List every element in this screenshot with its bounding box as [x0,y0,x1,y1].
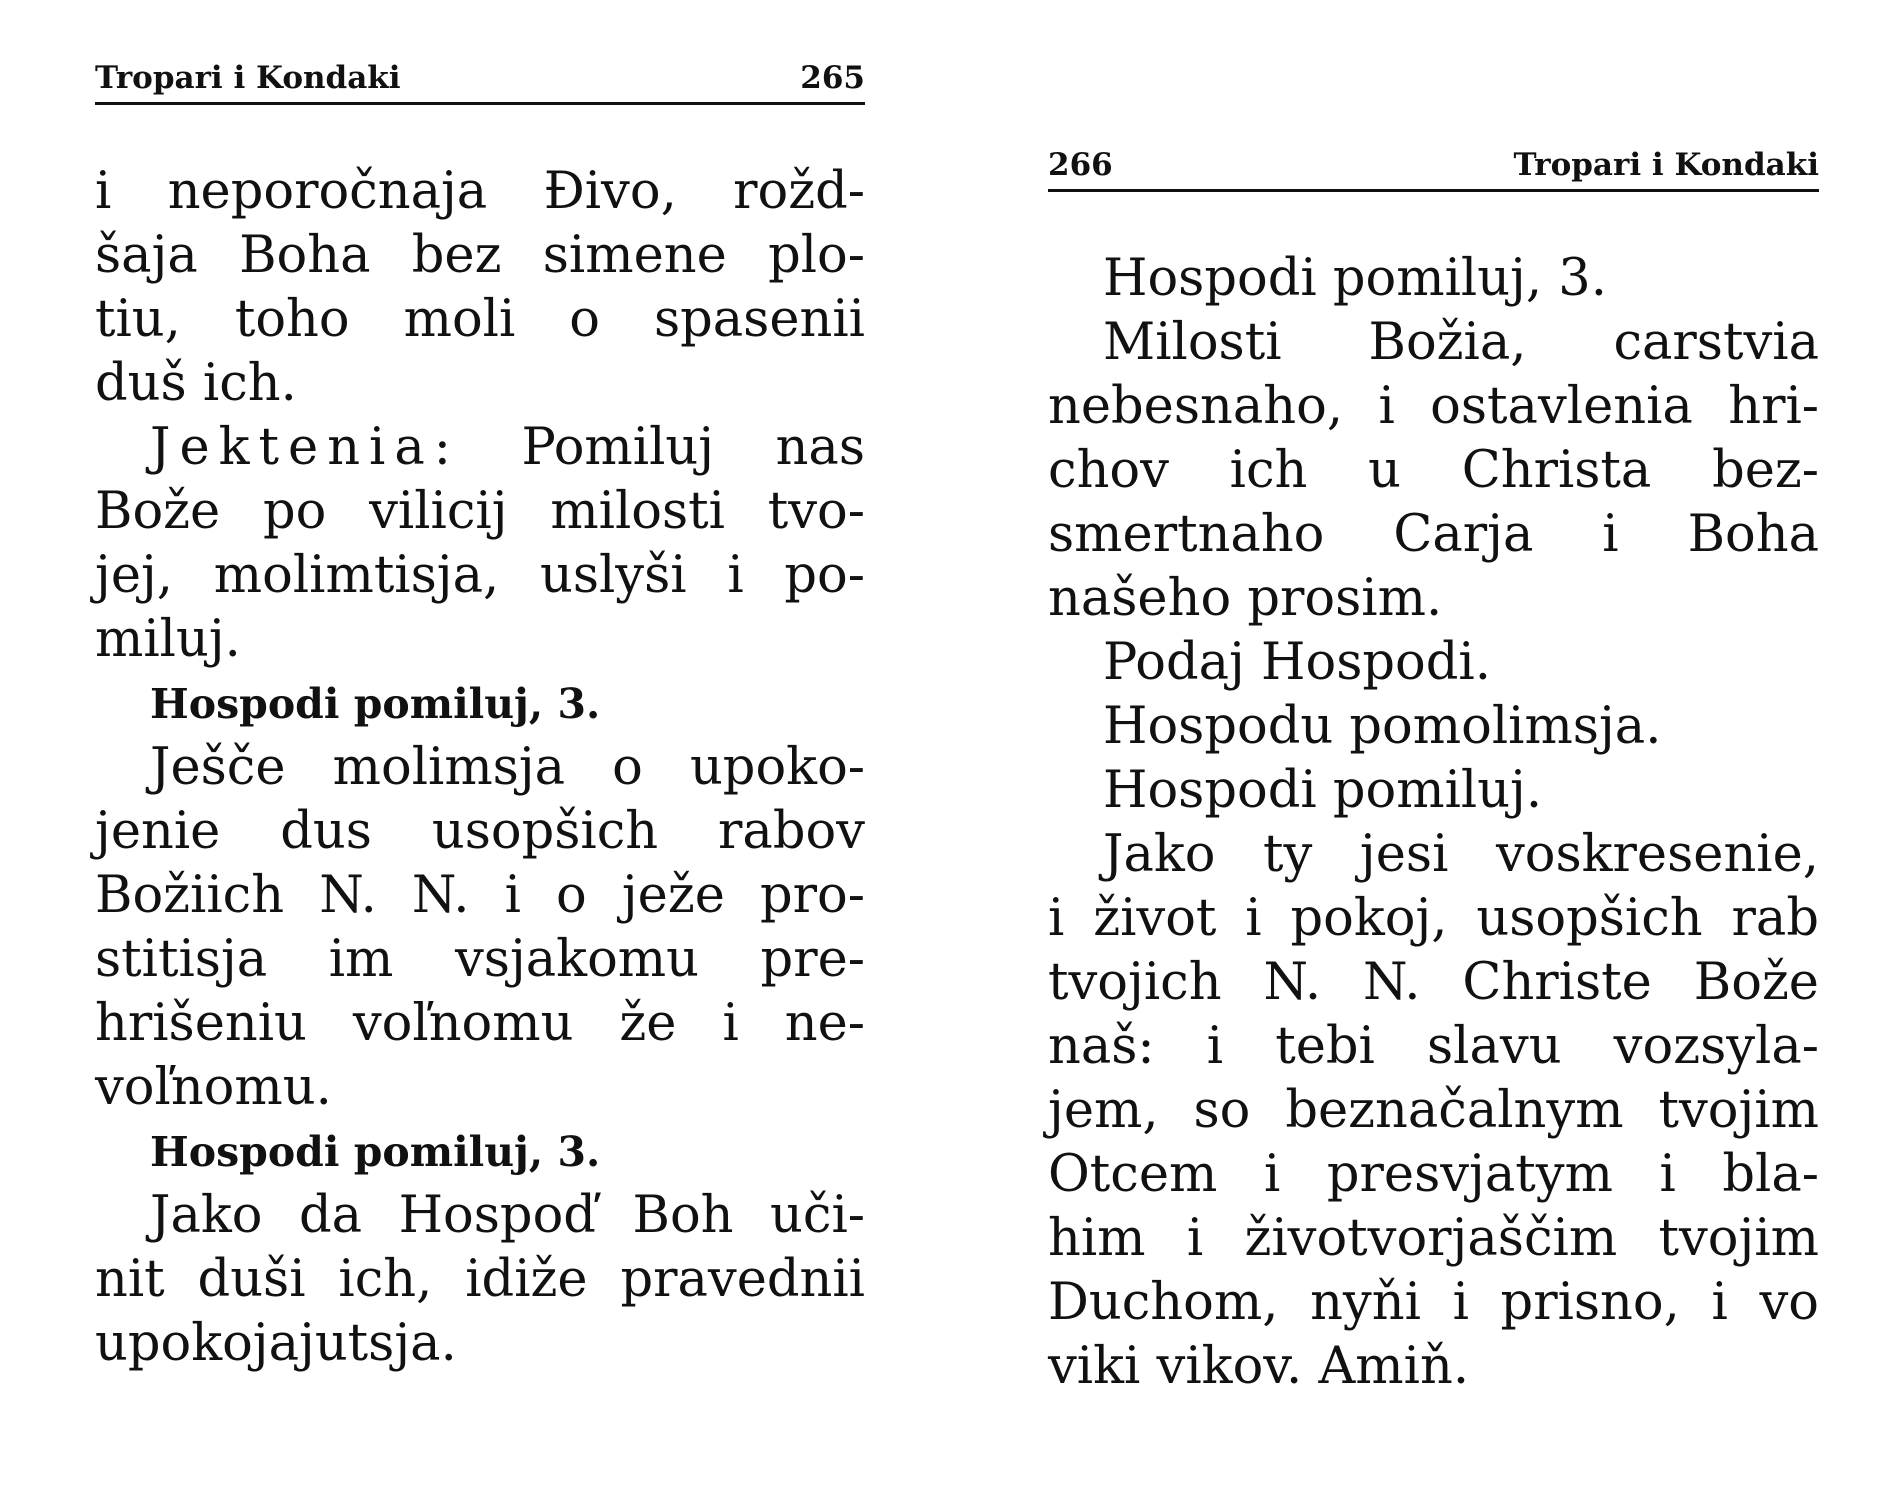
text-line: jem, so beznačalnym tvojim [1048,1081,1819,1140]
rubric-line: Hospodi pomiluj, 3. [150,680,601,728]
text-line: stitisja im vsjakomu pre- [95,930,865,989]
text-line: naš: i tebi slavu vozsyla- [1048,1017,1819,1076]
text-line: chov ich u Christa bez- [1048,441,1819,500]
text-line: Otcem i presvjatym i bla- [1048,1145,1819,1204]
text-line: jenie dus usopšich rabov [95,802,865,861]
left-body-text [95,160,865,1376]
right-page [1048,137,1819,1399]
page-number: 265 [800,60,865,96]
running-head-left [95,50,865,105]
running-head-title: Tropari i Kondaki [95,60,401,96]
text-line: upokojajutsja. [95,1314,457,1373]
text-line: viki vikov. Amiň. [1048,1337,1470,1396]
text-line: nebesnaho, i ostavlenia hri- [1048,377,1819,436]
text-line: him i životvorjaščim tvojim [1048,1209,1819,1268]
left-page [95,50,865,1376]
text-line: Jako da Hospoď Boh uči- [150,1186,865,1245]
running-head-right [1048,137,1819,192]
rubric-line: Hospodi pomiluj, 3. [150,1128,601,1176]
text-line: miluj. [95,610,241,669]
running-head-title: Tropari i Kondaki [1513,147,1819,183]
text-line: šaja Boha bez simene plo- [95,226,865,285]
ektenia-line [95,416,865,480]
text-line: tiu, toho moli o spasenii [95,290,865,349]
text-line: Hospodi pomiluj, 3. [1103,249,1607,308]
text-line: Podaj Hospodi. [1103,633,1491,692]
text-line: i život i pokoj, usopšich rab [1048,889,1819,948]
text-line: voľnomu. [95,1058,332,1117]
text-line: Jako ty jesi voskresenie, [1103,825,1819,884]
page-number: 266 [1048,147,1113,183]
ektenia-label: Jektenia: [150,418,460,477]
text-line: hrišeniu voľnomu že i ne- [95,994,865,1053]
text-line: Duchom, nyňi i prisno, i vo [1048,1273,1819,1332]
text-line: nit duši ich, idiže pravednii [95,1250,865,1309]
text-line: Bože po vilicij milosti tvo- [95,482,865,541]
ektenia-text: Pomiluj nas [521,418,865,477]
text-line: Ješče molimsja o upoko- [150,738,865,797]
text-line: duš ich. [95,354,297,413]
text-line: Hospodi pomiluj. [1103,761,1543,820]
text-line: tvojich N. N. Christe Bože [1048,953,1819,1012]
text-line: Milosti Božia, carstvia [1103,313,1819,372]
text-line: našeho prosim. [1048,569,1443,628]
text-line: smertnaho Carja i Boha [1048,505,1819,564]
text-line: Hospodu pomolimsja. [1103,697,1662,756]
right-body-text [1048,247,1819,1399]
text-line: Božiich N. N. i o ježe pro- [95,866,865,925]
text-line: jej, molimtisja, uslyši i po- [95,546,865,605]
text-line: i neporočnaja Đivo, rožd- [95,162,865,221]
